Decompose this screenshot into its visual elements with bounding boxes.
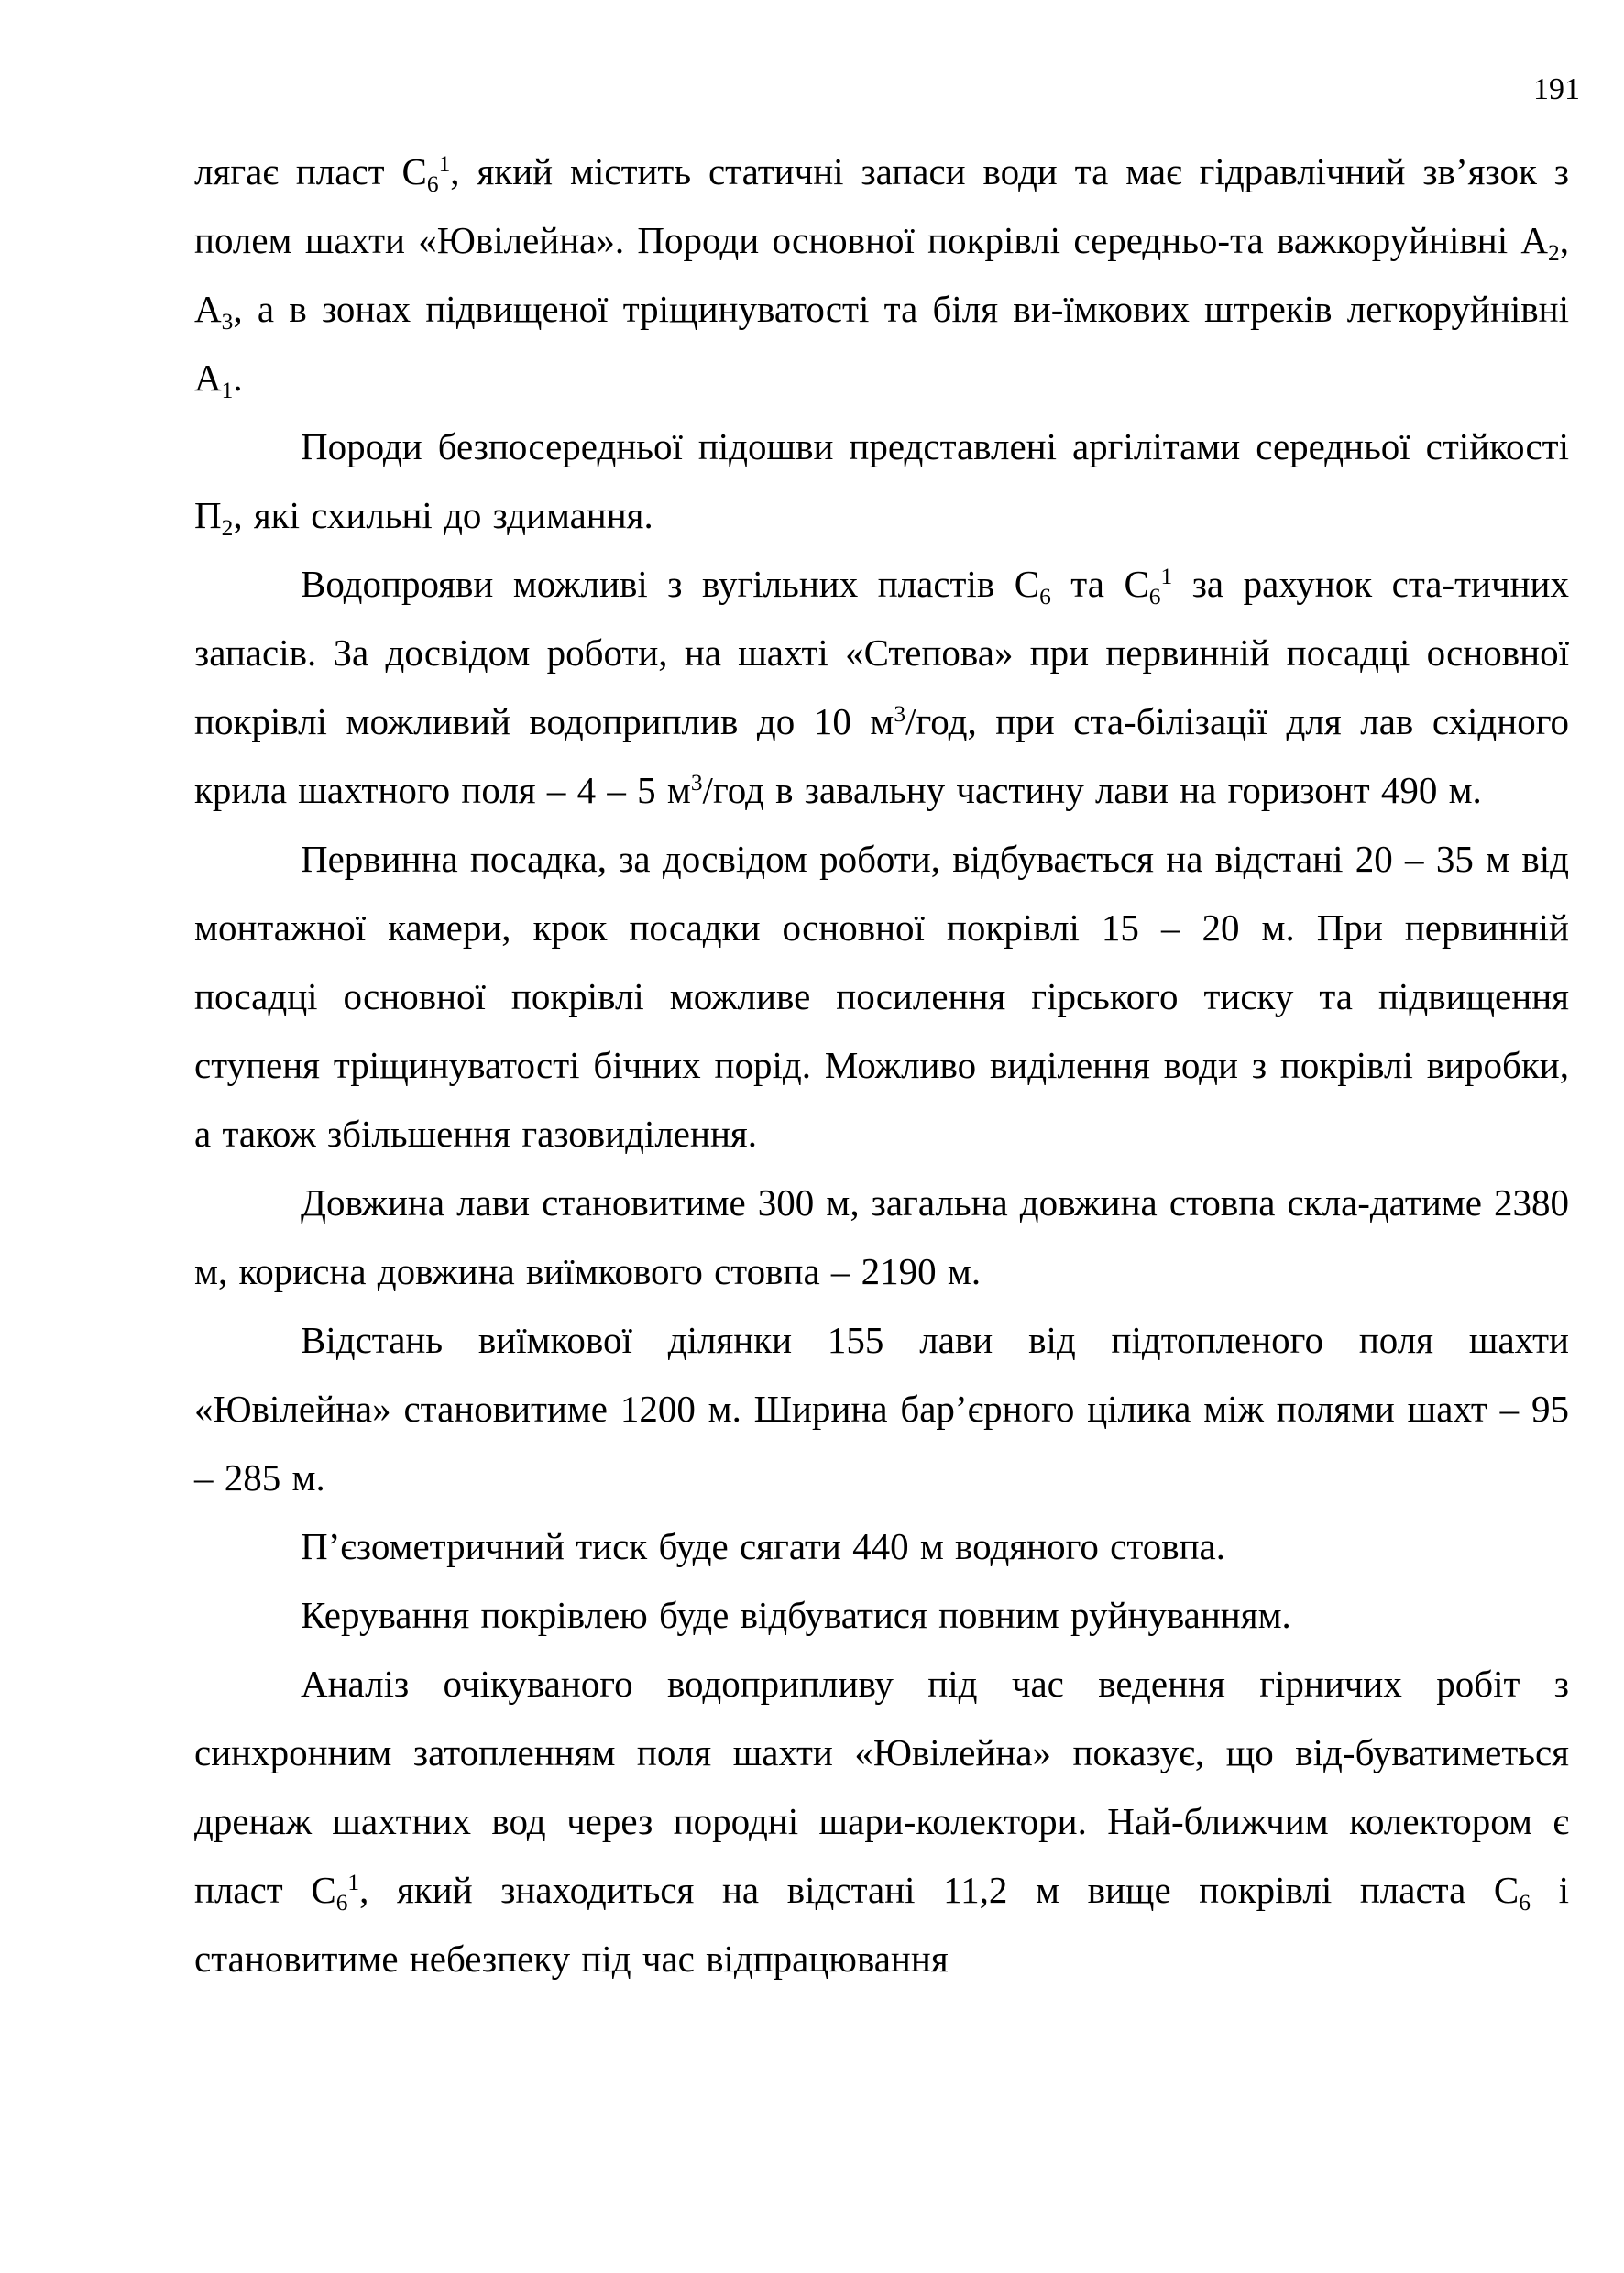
subscript: 1 bbox=[221, 377, 234, 403]
text-run: /год в завальну частину лави на горизонт 490 м. bbox=[702, 769, 1482, 811]
text-run: , а в зонах підвищеної тріщинуватості та біля ви-їмкових штреків легкоруйнівні А bbox=[194, 288, 1569, 399]
paragraph-p9 bbox=[194, 1650, 1569, 1993]
text-run: П’єзометричний тиск буде сягати 440 м водяного стовпа. bbox=[301, 1525, 1225, 1567]
text-run: і становитиме небезпеку під час відпрацювання bbox=[194, 1869, 1569, 1980]
subscript: 3 bbox=[221, 308, 234, 335]
subscript: 6 bbox=[1519, 1889, 1531, 1916]
superscript: 1 bbox=[347, 1870, 360, 1896]
text-run: Первинна посадка, за досвідом роботи, відбувається на відстані 20 – 35 м від монтажної камери, крок посадки основної покрівлі 15 – 20 м. При первинній посадці основної покрівлі можливе посилення гірського тиску та підвищення ступеня тріщинуватості бічних порід. Можливо виділення води з покрівлі виробки, а також збільшення газовиділення. bbox=[194, 838, 1569, 1155]
text-run: , який містить статичні запаси води та має гідравлічний зв’язок з полем шахти «Ювілейна». Породи основної покрівлі середньо-та важкоруйнівні А bbox=[194, 150, 1569, 261]
text-run: Породи безпосередньої підошви представлені аргілітами середньої стійкості П bbox=[194, 425, 1569, 536]
page-number: 191 bbox=[1533, 72, 1580, 106]
paragraph-p6 bbox=[194, 1306, 1569, 1512]
subscript: 2 bbox=[1548, 239, 1560, 266]
paragraph-p4 bbox=[194, 825, 1569, 1169]
subscript: 6 bbox=[1039, 583, 1051, 609]
text-run: . bbox=[233, 357, 243, 399]
text-run: Відстань виїмкової ділянки 155 лави від підтопленого поля шахти «Ювілейна» становитиме 1200 м. Ширина бар’єрного цілика між полями шахт – 95 – 285 м. bbox=[194, 1319, 1569, 1499]
superscript: 1 bbox=[438, 151, 451, 178]
text-run: , які схильні до здимання. bbox=[233, 494, 653, 536]
paragraph-p2 bbox=[194, 412, 1569, 550]
document-body bbox=[194, 137, 1569, 1993]
text-run: Аналіз очікуваного водоприпливу під час ведення гірничих робіт з синхронним затопленням поля шахти «Ювілейна» показує, що від-буватиметься дренаж шахтних вод через породні шари-колектори. Най-ближчим колектором є пласт С bbox=[194, 1663, 1569, 1911]
text-run: лягає пласт С bbox=[194, 150, 427, 192]
text-run: за рахунок ста-тичних запасів. За досвідом роботи, на шахті «Степова» при первинній посадці основної покрівлі можливий водоприплив до 10 м bbox=[194, 563, 1569, 742]
text-run: /год, при ста-білізації для лав східного крила шахтного поля – 4 – 5 м bbox=[194, 700, 1570, 811]
text-run: Керування покрівлею буде відбуватися повним руйнуванням. bbox=[301, 1594, 1291, 1636]
paragraph-p7 bbox=[194, 1512, 1569, 1581]
superscript: 3 bbox=[690, 770, 703, 796]
text-run: , який знаходиться на відстані 11,2 м вище покрівлі пласта С bbox=[359, 1869, 1520, 1911]
superscript: 1 bbox=[1160, 564, 1173, 590]
text-run: Водопрояви можливі з вугільних пластів С bbox=[301, 563, 1040, 605]
subscript: 6 bbox=[1148, 583, 1161, 609]
subscript: 2 bbox=[221, 514, 234, 541]
subscript: 6 bbox=[335, 1889, 348, 1916]
subscript: 6 bbox=[426, 170, 439, 197]
text-run: Довжина лави становитиме 300 м, загальна довжина стовпа скла-датиме 2380 м, корисна довжина виїмкового стовпа – 2190 м. bbox=[194, 1181, 1569, 1292]
paragraph-p8 bbox=[194, 1581, 1569, 1650]
paragraph-p1 bbox=[194, 137, 1569, 412]
superscript: 3 bbox=[894, 701, 906, 728]
text-run: , А bbox=[194, 219, 1569, 330]
paragraph-p3 bbox=[194, 550, 1569, 825]
paragraph-p5 bbox=[194, 1169, 1569, 1306]
text-run: та С bbox=[1050, 563, 1149, 605]
